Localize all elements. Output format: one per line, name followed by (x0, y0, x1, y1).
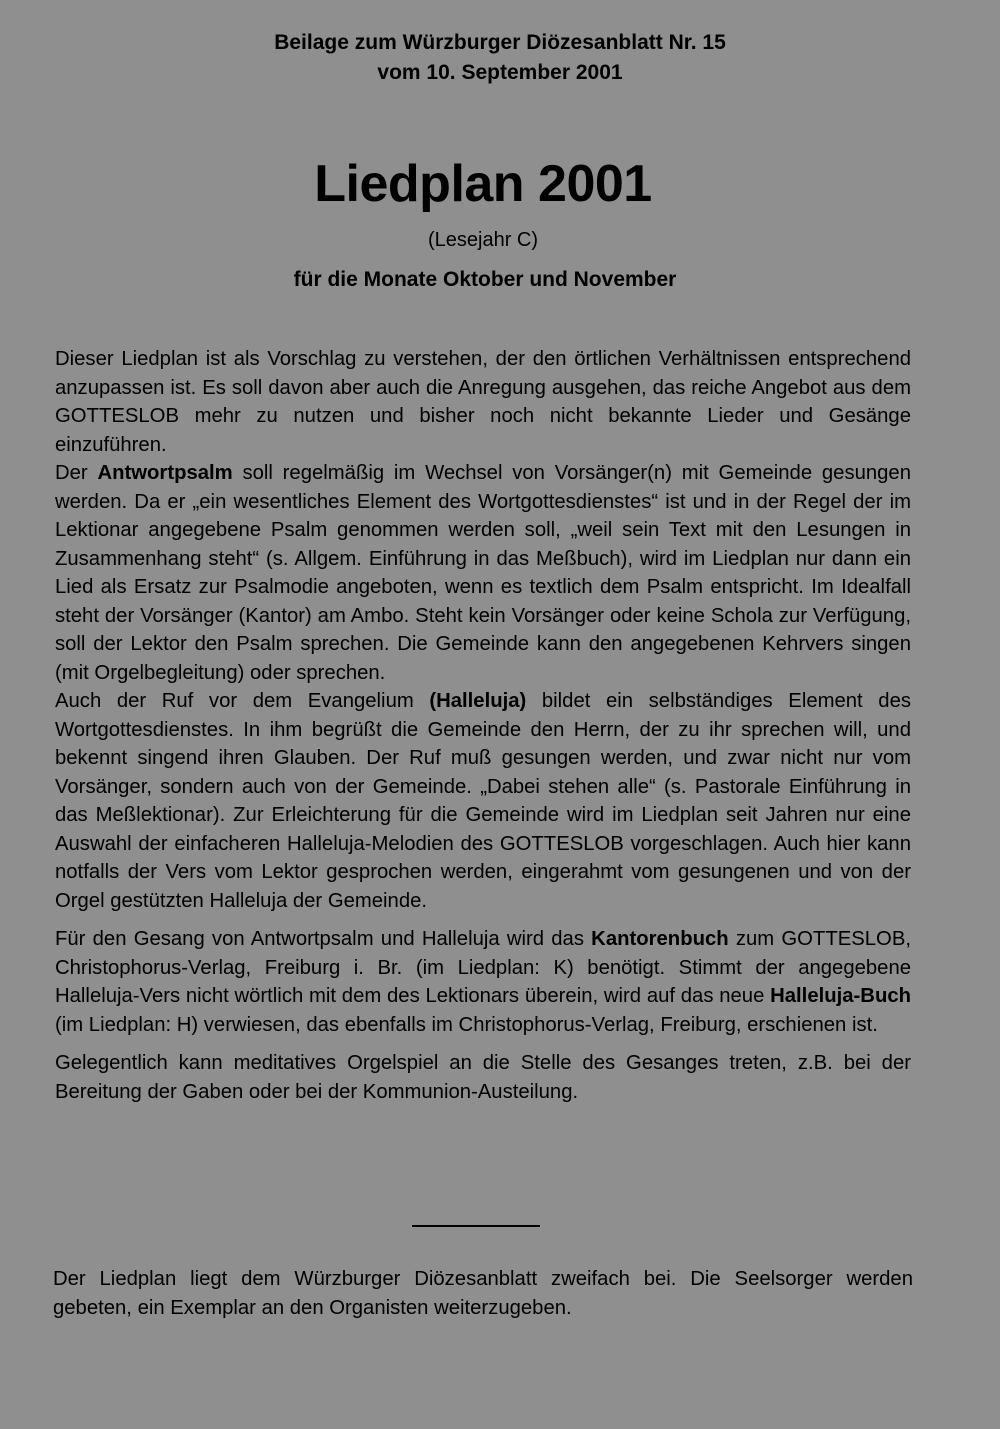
text-run: Für den Gesang von Antwortpsalm und Halleluja wird das (55, 928, 592, 950)
text-run: zum GOTTESLOB, Christophorus-Verlag, Freiburg i. Br. (im Liedplan: K) benötigt. Stimmt der angegebene Halleluja-Vers nicht wörtlich mit dem des Lektionars überein, wird auf das neue (55, 928, 911, 1007)
paragraph-halleluja (55, 687, 911, 915)
paragraph-antwortpsalm (55, 459, 911, 687)
supplement-header (0, 28, 1000, 88)
supplement-line-2: vom 10. September 2001 (377, 61, 623, 84)
months-heading: für die Monate Oktober und November (293, 268, 677, 291)
paragraph-orgelspiel: Gelegentlich kann meditatives Orgelspiel an die Stelle des Gesanges treten, z.B. bei der Bereitung der Gaben oder bei der Kommunion-Austeilung. (55, 1052, 911, 1103)
footer-note: Der Liedplan liegt dem Würzburger Diözesanblatt zweifach bei. Die Seelsorger werden gebeten, ein Exemplar an den Organisten weiterzugeben. (53, 1268, 913, 1319)
text-run: Der (55, 462, 98, 484)
page-title: Liedplan 2001 (314, 155, 652, 213)
text-run: bildet ein selbständiges Element des Wortgottesdienstes. In ihm begrüßt die Gemeinde den Herrn, der zu ihr sprechen will, und bekennt singend ihren Glauben. Der Ruf muß gesungen werden, und zwar nicht nur vom Vorsänger, sondern auch von der Gemeinde. „Dabei stehen alle“ (s. Pastorale Einführung in das Meßlektionar). Zur Erleichterung für die Gemeinde wird im Liedplan seit Jahren nur eine Auswahl der einfacheren Halleluja-Melodien des GOTTESLOB vorgeschlagen. Auch hier kann notfalls der Vers vom Lektor gesprochen werden, eingerahmt vom gesungenen und von der Orgel gestützten Halleluja der Gemeinde. (55, 690, 911, 912)
bold-term-halleluja: (Halleluja) (429, 690, 527, 712)
paragraph-kantorenbuch (55, 925, 911, 1039)
bold-term-kantorenbuch: Kantorenbuch (591, 928, 729, 950)
bold-term-antwortpsalm: Antwortpsalm (97, 462, 233, 484)
text-run: Auch der Ruf vor dem Evangelium (55, 690, 430, 712)
text-run: (im Liedplan: H) verwiesen, das ebenfalls im Christophorus-Verlag, Freiburg, erschienen ist. (55, 1013, 878, 1036)
paragraph-intro: Dieser Liedplan ist als Vorschlag zu verstehen, der den örtlichen Verhältnissen entsprechend anzupassen ist. Es soll davon aber auch die Anregung ausgehen, das reiche Angebot aus dem GOTTESLOB mehr zu nutzen und bisher noch nicht bekannte Lieder und Gesänge einzuführen. (55, 348, 911, 456)
lesejahr-subtitle: (Lesejahr C) (427, 229, 539, 251)
bold-term-halleluja-buch: Halleluja-Buch (770, 985, 911, 1007)
separator-rule (412, 1225, 540, 1227)
text-run: soll regelmäßig im Wechsel von Vorsänger(n) mit Gemeinde gesungen werden. Da er „ein wesentliches Element des Wortgottesdienstes“ ist und in der Regel der im Lektionar angegebene Psalm genommen werden soll, „weil sein Text mit den Lesungen in Zusammenhang steht“ (s. Allgem. Einführung in das Meßbuch), wird im Liedplan nur dann ein Lied als Ersatz zur Psalmodie angeboten, wenn es textlich dem Psalm entspricht. Im Idealfall steht der Vorsänger (Kantor) am Ambo. Steht kein Vorsänger oder keine Schola zur Verfügung, soll der Lektor den Psalm sprechen. Die Gemeinde kann den angegebenen Kehrvers singen (mit Orgelbegleitung) oder sprechen. (55, 462, 911, 684)
supplement-line-1: Beilage zum Würzburger Diözesanblatt Nr. 15 (274, 31, 726, 54)
body-text (55, 345, 911, 1106)
